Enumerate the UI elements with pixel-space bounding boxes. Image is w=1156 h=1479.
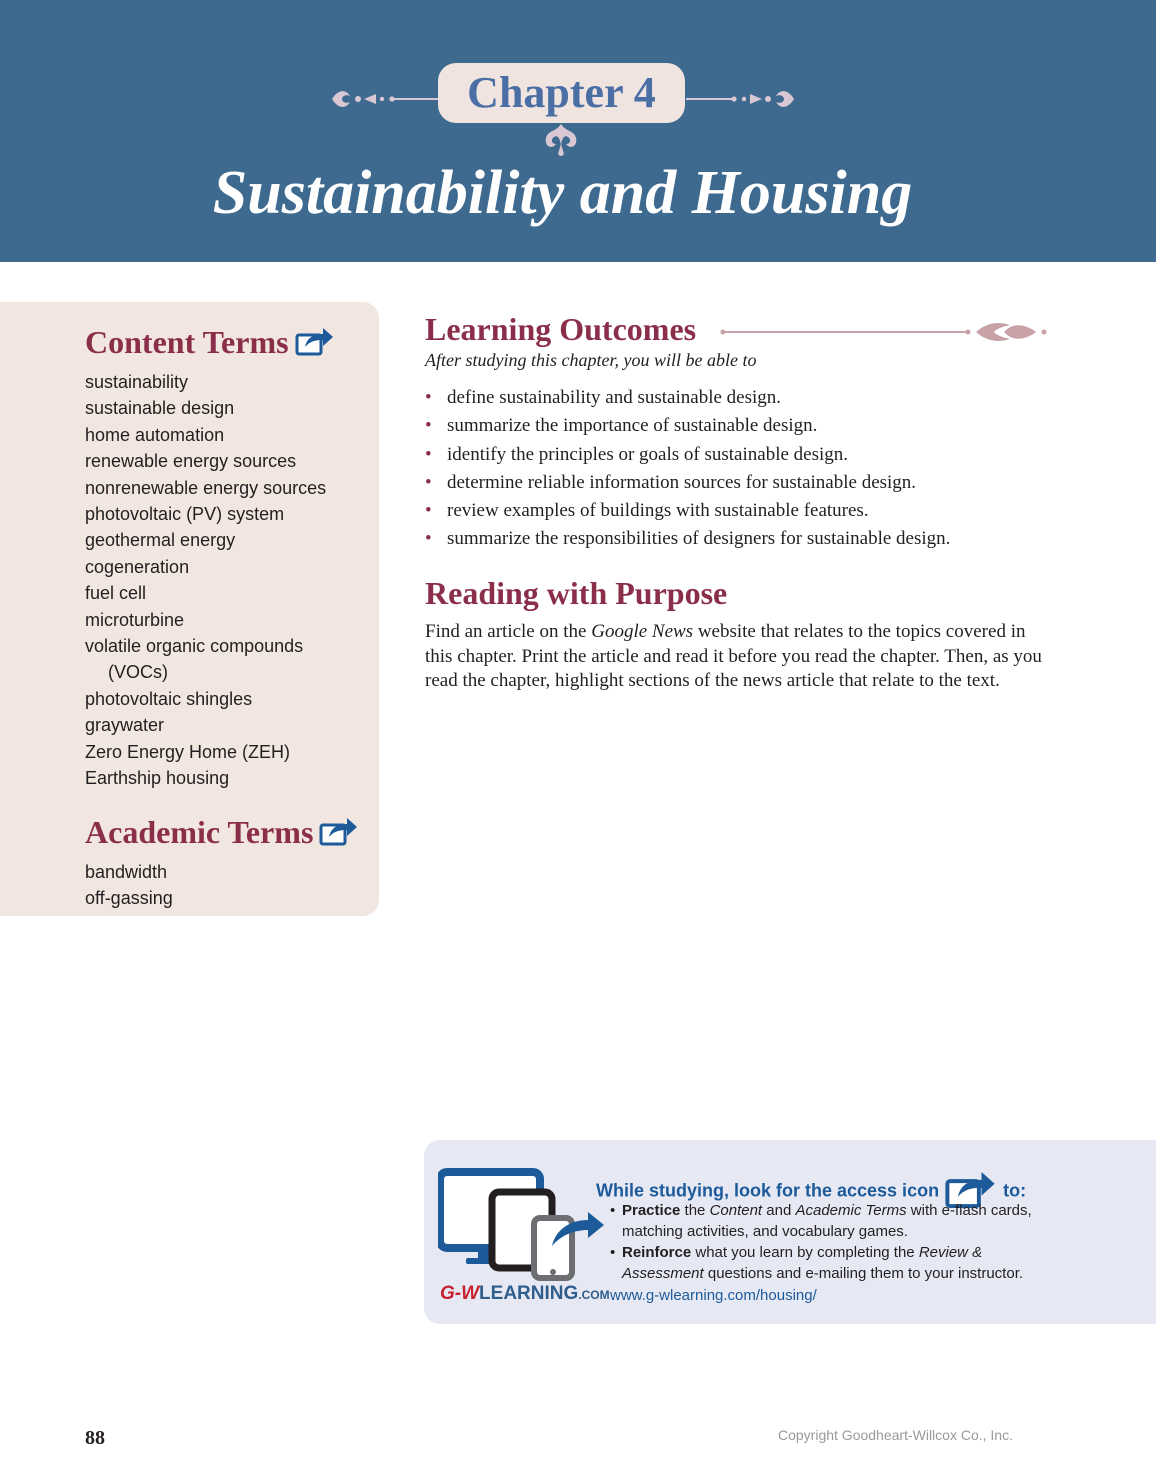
- list-item: graywater: [85, 715, 165, 736]
- bullet: •: [425, 528, 432, 550]
- flourish-right-ornament: [686, 84, 798, 114]
- page-number: 88: [85, 1427, 105, 1449]
- gw-bullet-list: [610, 1200, 1060, 1284]
- learning-outcomes-intro: After studying this chapter, you will be able to: [425, 350, 757, 370]
- list-item: [610, 1200, 1060, 1242]
- list-item: renewable energy sources: [85, 451, 297, 472]
- devices-icon: [438, 1168, 608, 1283]
- list-item: sustainability: [85, 372, 189, 392]
- text-segment: Content: [709, 1202, 763, 1219]
- google-news-title: Google News: [591, 621, 694, 642]
- list-item: geothermal energy: [85, 530, 236, 551]
- list-item: home automation: [85, 424, 225, 445]
- list-item: microturbine: [85, 609, 185, 630]
- gw-learning-link[interactable]: www.g-wlearning.com/housing/: [610, 1287, 817, 1304]
- list-item-text: determine reliable information sources for sustainable design.: [447, 471, 917, 493]
- headline-text: While studying, look for the access icon: [596, 1180, 940, 1201]
- reading-with-purpose-heading: Reading with Purpose: [425, 575, 728, 611]
- list-item-text: summarize the importance of sustainable design.: [447, 415, 818, 437]
- chapter-pill: [438, 63, 685, 123]
- list-item: [425, 525, 950, 553]
- logo-com: .COM: [578, 1288, 610, 1302]
- access-icon[interactable]: [295, 325, 335, 366]
- chapter-banner: [0, 0, 1156, 262]
- learning-outcomes-list: [425, 384, 950, 554]
- chapter-title: Sustainability and Housing: [212, 159, 913, 227]
- content-terms-heading: [85, 322, 335, 366]
- academic-terms-heading-text: Academic Terms: [85, 814, 314, 850]
- list-item: [425, 384, 950, 412]
- bullet: •: [610, 1244, 616, 1261]
- list-item: [425, 497, 950, 525]
- logo-learning: LEARNING: [479, 1283, 579, 1304]
- text-segment: Find an article on the: [425, 621, 592, 642]
- list-item-line: volatile organic compounds: [85, 636, 304, 657]
- content-terms-heading-text: Content Terms: [85, 324, 289, 360]
- list-item: Earthship housing: [85, 768, 230, 789]
- list-item: [425, 412, 950, 440]
- reading-with-purpose-text: [425, 620, 1045, 694]
- text-segment: Review & Assessment: [622, 1244, 983, 1282]
- list-item: sustainable design: [85, 398, 235, 419]
- text-segment: Academic Terms: [795, 1202, 907, 1219]
- list-item: fuel cell: [85, 583, 147, 604]
- text-segment: and: [762, 1202, 796, 1219]
- text-segment: website that relates to the topics covered in this chapter. Print the article and read it before you read the chapter. Then, as you read the chapter, highlight sections of the news article that relate to the text.: [425, 621, 1042, 691]
- terms-panel: [0, 302, 379, 916]
- list-item: [85, 633, 326, 686]
- bullet: •: [425, 443, 432, 465]
- text-segment: questions and e-mailing them to your instructor.: [703, 1265, 1024, 1282]
- bullet: •: [425, 500, 432, 522]
- reinforce-label: Reinforce: [622, 1244, 692, 1261]
- bullet: •: [425, 387, 432, 408]
- flourish-rule-ornament: [720, 315, 1050, 349]
- copyright-notice: Copyright Goodheart-Willcox Co., Inc.: [778, 1427, 1013, 1443]
- list-item: off-gassing: [85, 888, 173, 909]
- gw-learning-callout: [424, 1140, 1156, 1324]
- text-segment: what you learn by completing the: [691, 1244, 919, 1261]
- learning-outcomes-heading: Learning Outcomes: [425, 311, 697, 347]
- bullet: •: [610, 1202, 616, 1219]
- list-item-text: summarize the responsibilities of designers for sustainable design.: [447, 528, 951, 550]
- list-item: nonrenewable energy sources: [85, 477, 327, 498]
- list-item: [425, 441, 950, 469]
- bullet: •: [425, 415, 432, 437]
- list-item-text: define sustainability and sustainable design.: [447, 387, 782, 408]
- headline-text-end: to:: [1003, 1180, 1027, 1201]
- list-item: Zero Energy Home (ZEH): [85, 741, 291, 762]
- text-segment: with e-flash cards, matching activities, and vocabulary games.: [622, 1202, 1032, 1240]
- list-item: [425, 469, 950, 497]
- academic-terms-heading: [85, 812, 359, 856]
- list-item: cogeneration: [85, 556, 190, 577]
- text-segment: the: [680, 1202, 710, 1219]
- list-item: bandwidth: [85, 862, 168, 882]
- list-item-continuation: (VOCs): [108, 662, 168, 683]
- access-icon[interactable]: [319, 815, 359, 856]
- list-item: photovoltaic (PV) system: [85, 504, 285, 525]
- flourish-left-ornament: [328, 84, 440, 114]
- list-item-text: review examples of buildings with sustainable features.: [447, 500, 869, 522]
- content-terms-list: [85, 369, 326, 792]
- list-item: photovoltaic shingles: [85, 688, 253, 709]
- chapter-label: Chapter 4: [467, 68, 656, 117]
- list-item-text: identify the principles or goals of sustainable design.: [447, 443, 849, 465]
- bullet: •: [425, 471, 432, 493]
- practice-label: Practice: [622, 1202, 681, 1219]
- logo-gw: G-W: [440, 1283, 480, 1304]
- academic-terms-list: [85, 859, 173, 912]
- gw-learning-logo: [440, 1283, 610, 1305]
- list-item: [610, 1242, 1060, 1284]
